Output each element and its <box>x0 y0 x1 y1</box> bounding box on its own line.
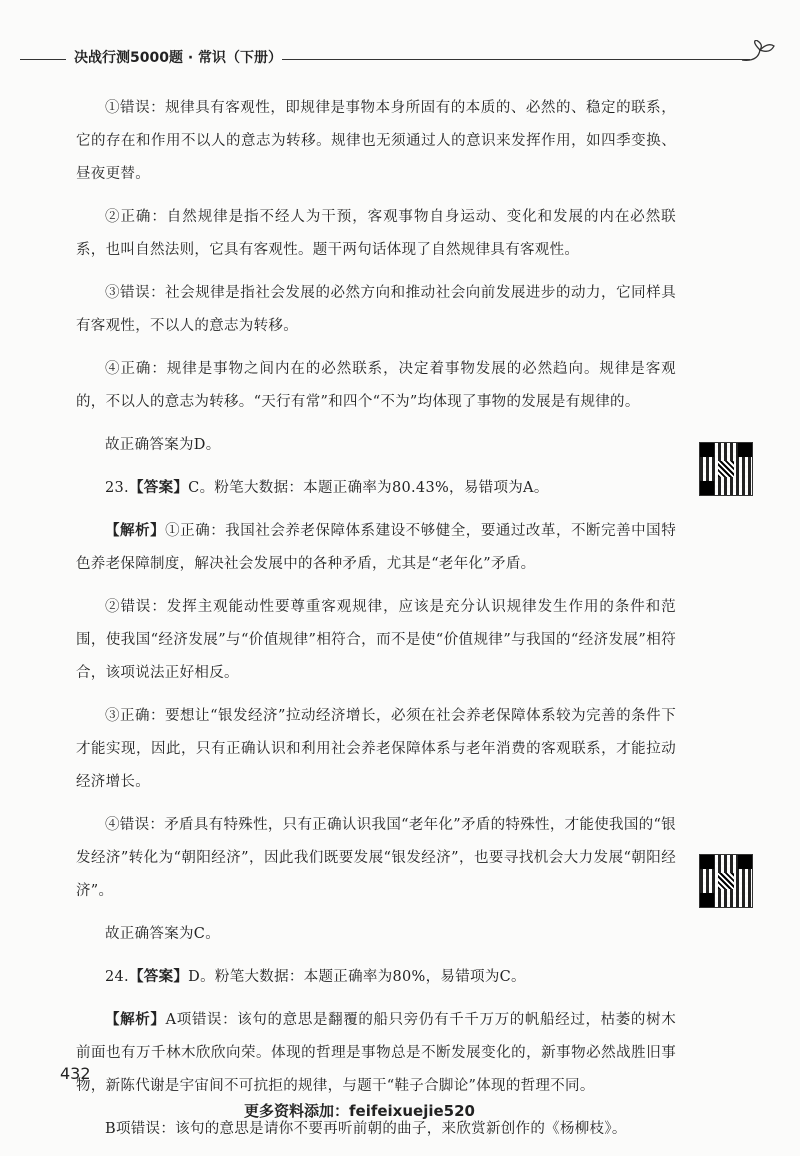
answer-tag: 【答案】 <box>128 969 189 985</box>
answer-text: D。粉笔大数据：本题正确率为80%，易错项为C。 <box>188 969 526 985</box>
analysis-text: ①正确：我国社会养老保障体系建设不够健全，要通过改革，不断完善中国特色养老保障制度，解决社会发展中的各种矛盾，尤其是“老年化”矛盾。 <box>76 523 677 572</box>
question-number: 23. <box>105 480 129 496</box>
footer-note: 更多资料添加：feifeixuejie520 <box>244 1102 475 1120</box>
body-paragraph: 故正确答案为C。 <box>105 926 220 942</box>
header-rule-right <box>282 59 750 60</box>
body-paragraph: ③正确：要想让“银发经济”拉动经济增长，必须在社会养老保障体系较为完善的条件下才能实现，因此，只有正确认识和利用社会养老保障体系与老年消费的客观联系，才能拉动经济增长。 <box>76 708 676 790</box>
analysis-tag: 【解析】 <box>105 523 166 539</box>
body-paragraph: ②错误：发挥主观能动性要尊重客观规律，应该是充分认识规律发生作用的条件和范围，使我国“经济发展”与“价值规律”相符合，而不是使“价值规律”与我国的“经济发展”相符合，该项说法正好相反。 <box>76 599 676 681</box>
question-number: 24. <box>105 969 129 985</box>
analysis-tag: 【解析】 <box>105 1012 166 1028</box>
q24-analysis <box>76 1004 676 1103</box>
q23-analysis <box>76 515 676 581</box>
body-paragraph: ③错误：社会规律是指社会发展的必然方向和推动社会向前发展进步的动力，它同样具有客观性，不以人的意志为转移。 <box>76 285 676 334</box>
header-rule-left <box>20 59 66 60</box>
body-paragraph: B项错误：该句的意思是请你不要再听前朝的曲子，来欣赏新创作的《杨柳枝》。 <box>105 1121 627 1137</box>
q24-answer-line <box>76 961 676 994</box>
analysis-text: A项错误：该句的意思是翻覆的船只旁仍有千千万万的帆船经过，枯萎的树木前面也有万千林木欣欣向荣。体现的哲理是事物总是不断发展变化的，新事物必然战胜旧事物，新陈代谢是宇宙间不可抗拒的规律，与题干“鞋子合脚论”体现的哲理不同。 <box>76 1012 677 1094</box>
body-paragraph: ①错误：规律具有客观性，即规律是事物本身所固有的本质的、必然的、稳定的联系，它的存在和作用不以人的意志为转移。规律也无须通过人的意识来发挥作用，如四季变换、昼夜更替。 <box>76 100 676 182</box>
q24-qr-code[interactable] <box>700 855 752 907</box>
q23-answer-line <box>76 472 676 505</box>
page-body <box>76 92 676 1156</box>
body-paragraph: ②正确：自然规律是指不经人为干预，客观事物自身运动、变化和发展的内在必然联系，也叫自然法则，它具有客观性。题干两句话体现了自然规律具有客观性。 <box>76 209 676 258</box>
page-number: 432 <box>60 1064 91 1083</box>
running-header <box>20 46 780 70</box>
body-paragraph: 故正确答案为D。 <box>105 437 221 453</box>
q23-qr-code[interactable] <box>700 443 752 495</box>
sprout-icon <box>738 40 778 70</box>
body-paragraph: ④正确：规律是事物之间内在的必然联系，决定着事物发展的必然趋向。规律是客观的，不以人的意志为转移。“天行有常”和四个“不为”均体现了事物的发展是有规律的。 <box>76 361 676 410</box>
answer-text: C。粉笔大数据：本题正确率为80.43%，易错项为A。 <box>188 480 549 496</box>
body-paragraph: ④错误：矛盾具有特殊性，只有正确认识我国“老年化”矛盾的特殊性，才能使我国的“银发经济”转化为“朝阳经济”，因此我们既要发展“银发经济”，也要寻找机会大力发展“朝阳经济”。 <box>76 817 676 899</box>
answer-tag: 【答案】 <box>128 480 189 496</box>
book-title: 决战行测5000题 · 常识（下册） <box>74 50 283 66</box>
